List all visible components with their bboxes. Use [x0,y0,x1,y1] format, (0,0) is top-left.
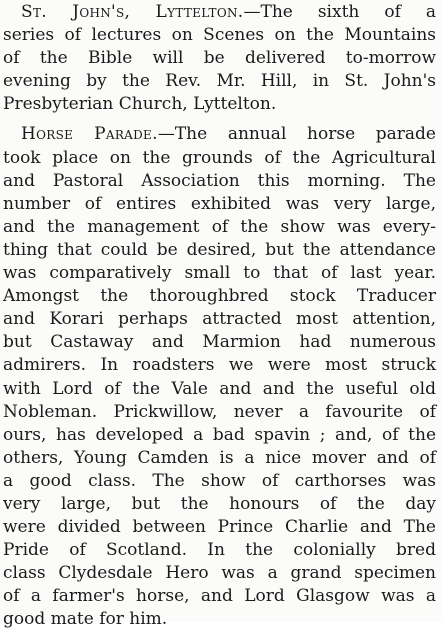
text-line: was comparatively small to that of last year. [3,263,436,284]
text-line: series of lectures on Scenes on the Mountains [3,25,436,46]
text-line: Pride of Scotland. In the colonially bred [3,540,436,561]
text-line: Presbyterian Church, Lyttelton. [3,94,277,115]
text-line: of the Bible will be delivered to-morrow [3,48,436,69]
text-line: evening by the Rev. Mr. Hill, in St. John's [3,71,436,92]
text-line: ours, has developed a bad spavin ; and, of the [3,424,436,445]
text-line: Nobleman. Prickwillow, never a favourite of [3,401,436,422]
text-line: with Lord of the Vale and and the useful old [3,378,436,399]
text-line: thing that could be desired, but the attendance [3,239,436,260]
paragraph-heading: Horse Parade. [21,124,158,145]
line-text: —The annual horse parade [157,124,436,145]
text-line: and Korari perhaps attracted most attention, [3,309,436,330]
text-line: took place on the grounds of the Agricultural [3,147,436,168]
text-line: others, Young Camden is a nice mover and of [3,447,436,468]
text-line: a good class. The show of carthorses was [3,470,436,491]
text-line: number of entires exhibited was very large, [3,193,436,214]
text-line: of a farmer's horse, and Lord Glasgow was a [3,586,436,607]
text-line: very large, but the honours of the day [3,493,436,514]
text-line: were divided between Prince Charlie and The [3,517,436,538]
text-line: good mate for him. [3,609,168,630]
text-line [3,1,436,24]
line-text: —The sixth of a [243,2,436,22]
paragraph-horse-parade [3,123,436,631]
text-line: admirers. In roadsters we were most struck [3,355,436,376]
text-line: but Castaway and Marmion had numerous [3,332,436,353]
paragraph-heading: St. John's, Lyttelton. [21,2,244,22]
text-line [3,123,436,146]
paragraph-st-johns [3,1,436,116]
text-line: and Pastoral Association this morning. The [3,170,436,191]
text-line: class Clydesdale Hero was a grand specimen [3,563,436,584]
text-line: and the management of the show was every- [3,216,436,237]
text-line: Amongst the thoroughbred stock Traducer [3,286,436,307]
